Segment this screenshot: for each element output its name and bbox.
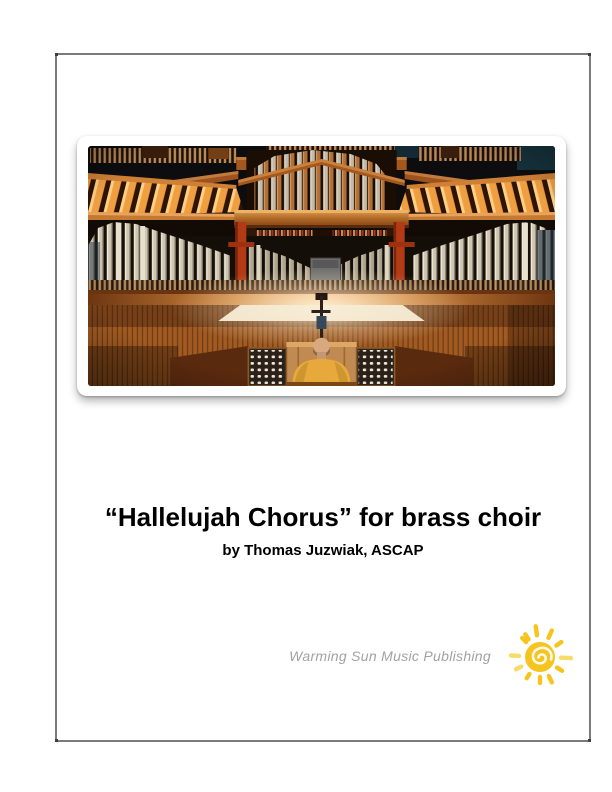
page-title: “Hallelujah Chorus” for brass choir — [104, 502, 542, 532]
publisher-row — [289, 623, 573, 689]
corner-mark — [588, 739, 591, 742]
document-page — [55, 53, 591, 742]
organ-photo — [88, 146, 555, 386]
corner-mark — [55, 53, 58, 56]
page-subtitle: by Thomas Juzwiak, ASCAP — [222, 542, 424, 559]
cover-photo-frame — [77, 136, 566, 396]
sun-logo-icon — [507, 623, 573, 689]
corner-mark — [588, 53, 591, 56]
publisher-name: Warming Sun Music Publishing — [289, 648, 491, 664]
corner-mark — [55, 739, 58, 742]
